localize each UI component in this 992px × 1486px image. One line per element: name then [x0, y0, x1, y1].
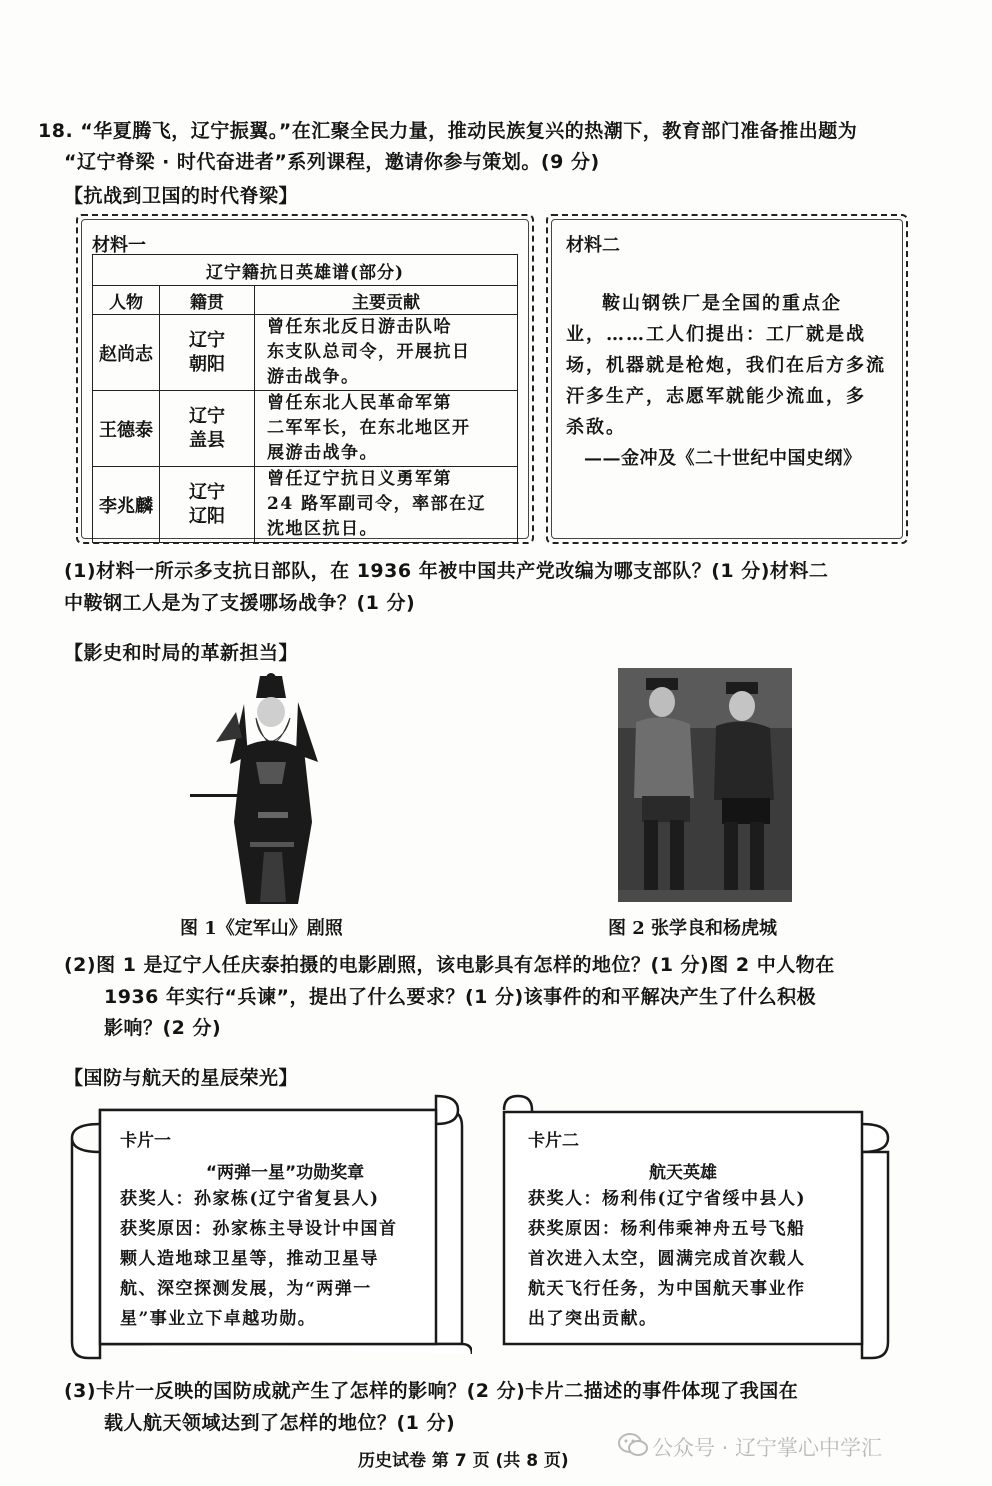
hero-place-line: 盖县: [189, 429, 225, 451]
hero-table: [92, 254, 518, 543]
sub-question-1-line-1: (1)材料一所示多支抗日部队，在 1936 年被中国共产党改编为哪支部队？(1 分)材料二: [64, 560, 829, 582]
section-heading-3: 【国防与航天的星辰荣光】: [64, 1067, 299, 1089]
contribution-line: 东支队总司令，开展抗日: [267, 342, 471, 362]
hero-place-line: 辽宁: [189, 405, 225, 427]
table-row: [93, 391, 518, 467]
material-2-label: 材料二: [566, 235, 620, 256]
card-2-label: 卡片二: [528, 1131, 579, 1151]
contribution-line: 曾任东北反日游击队哈: [267, 317, 452, 337]
table-row: [93, 467, 518, 543]
hero-place: [160, 467, 255, 543]
material-2-text: [566, 288, 898, 474]
sub-question-3-line-2: 载人航天领域达到了怎样的地位？(1 分): [104, 1412, 456, 1434]
page-footer: 历史试卷 第 7 页 (共 8 页): [358, 1451, 569, 1471]
sub-question-1-line-2: 中鞍钢工人是为了支援哪场战争？(1 分): [64, 592, 416, 614]
card-2-text: [528, 1184, 858, 1334]
sub-question-2-line-3: 影响？(2 分): [104, 1017, 222, 1039]
section-heading-2: 【影史和时局的革新担当】: [64, 642, 299, 664]
material-2-source: ——金冲及《二十世纪中国史纲》: [584, 448, 862, 469]
contribution-line: 曾任辽宁抗日义勇军第: [267, 469, 452, 489]
card-1-text: [120, 1184, 460, 1334]
card-1-line: 获奖人：孙家栋(辽宁省复县人): [120, 1189, 380, 1209]
card-1-line: 星”事业立下卓越功勋。: [120, 1309, 317, 1329]
card-1-label: 卡片一: [120, 1131, 171, 1151]
hero-place-line: 辽宁: [189, 329, 225, 351]
card-1-line: 颗人造地球卫星等，推动卫星导: [120, 1249, 379, 1269]
card-2-line: 获奖人：杨利伟(辽宁省绥中县人): [528, 1189, 807, 1209]
contribution-line: 曾任东北人民革命军第: [267, 393, 452, 413]
table-row: [93, 315, 518, 391]
contribution-line: 展游击战争。: [267, 443, 378, 463]
hero-contribution: [255, 391, 518, 467]
card-2-line: 首次进入太空，圆满完成首次载人: [528, 1249, 806, 1269]
hero-place: [160, 391, 255, 467]
material-1-label: 材料一: [92, 235, 146, 256]
sub-question-2-line-1: (2)图 1 是辽宁人任庆泰拍摄的电影剧照，该电影具有怎样的地位？(1 分)图 2 中人物在: [64, 954, 835, 976]
hero-table-header: 主要贡献: [255, 286, 518, 315]
wechat-icon: [618, 1432, 648, 1458]
hero-name: 赵尚志: [93, 315, 160, 391]
hero-table-header: 人物: [93, 286, 160, 315]
hero-place: [160, 315, 255, 391]
question-line-2: “辽宁脊梁 · 时代奋进者”系列课程，邀请你参与策划。(9 分): [64, 151, 600, 173]
material-2-line: 鞍山钢铁厂是全国的重点企: [602, 293, 842, 314]
card-2-line: 获奖原因：杨利伟乘神舟五号飞船: [528, 1219, 806, 1239]
figure-1-caption: 图 1《定军山》剧照: [180, 918, 343, 939]
hero-contribution: [255, 467, 518, 543]
section-heading-1: 【抗战到卫国的时代脊梁】: [64, 185, 299, 207]
hero-table-header: 籍贯: [160, 286, 255, 315]
material-2-line: 汗多生产，志愿军就能少流血，多: [566, 386, 866, 407]
figure-1-opera-photo: [186, 672, 336, 910]
hero-place-line: 朝阳: [189, 353, 225, 375]
card-1-line: 航、深空探测发展，为“两弹一: [120, 1279, 372, 1299]
card-1-title: “两弹一星”功勋奖章: [205, 1163, 365, 1183]
sub-question-2-line-2: 1936 年实行“兵谏”，提出了什么要求？(1 分)该事件的和平解决产生了什么积极: [104, 986, 817, 1008]
material-2-line: 场，机器就是枪炮，我们在后方多流: [566, 355, 886, 376]
hero-contribution: [255, 315, 518, 391]
contribution-line: 二军军长，在东北地区开: [267, 418, 471, 438]
hero-place-line: 辽阳: [189, 505, 225, 527]
question-line-1: 18. “华夏腾飞，辽宁振翼。”在汇聚全民力量，推动民族复兴的热潮下，教育部门准备推出题为: [38, 120, 858, 142]
hero-place-line: 辽宁: [189, 481, 225, 503]
card-2-title: 航天英雄: [649, 1163, 717, 1183]
card-2-line: 航天飞行任务，为中国航天事业作: [528, 1279, 806, 1299]
contribution-line: 游击战争。: [267, 367, 360, 387]
hero-table-caption: 辽宁籍抗日英雄谱(部分): [93, 255, 518, 286]
watermark-text: 公众号 · 辽宁掌心中学汇: [652, 1436, 883, 1460]
card-2-line: 出了突出贡献。: [528, 1309, 658, 1329]
material-2-line: 杀敌。: [566, 417, 626, 438]
hero-name: 李兆麟: [93, 467, 160, 543]
contribution-line: 沈地区抗日。: [267, 519, 378, 539]
figure-2-portrait-photo: [618, 668, 792, 902]
contribution-line: 24 路军副司令，率部在辽: [267, 494, 487, 514]
sub-question-3-line-1: (3)卡片一反映的国防成就产生了怎样的影响？(2 分)卡片二描述的事件体现了我国在: [64, 1380, 799, 1402]
material-2-line: 业，……工人们提出：工厂就是战: [566, 324, 866, 345]
card-1-line: 获奖原因：孙家栋主导设计中国首: [120, 1219, 398, 1239]
hero-name: 王德泰: [93, 391, 160, 467]
figure-2-caption: 图 2 张学良和杨虎城: [608, 918, 778, 939]
